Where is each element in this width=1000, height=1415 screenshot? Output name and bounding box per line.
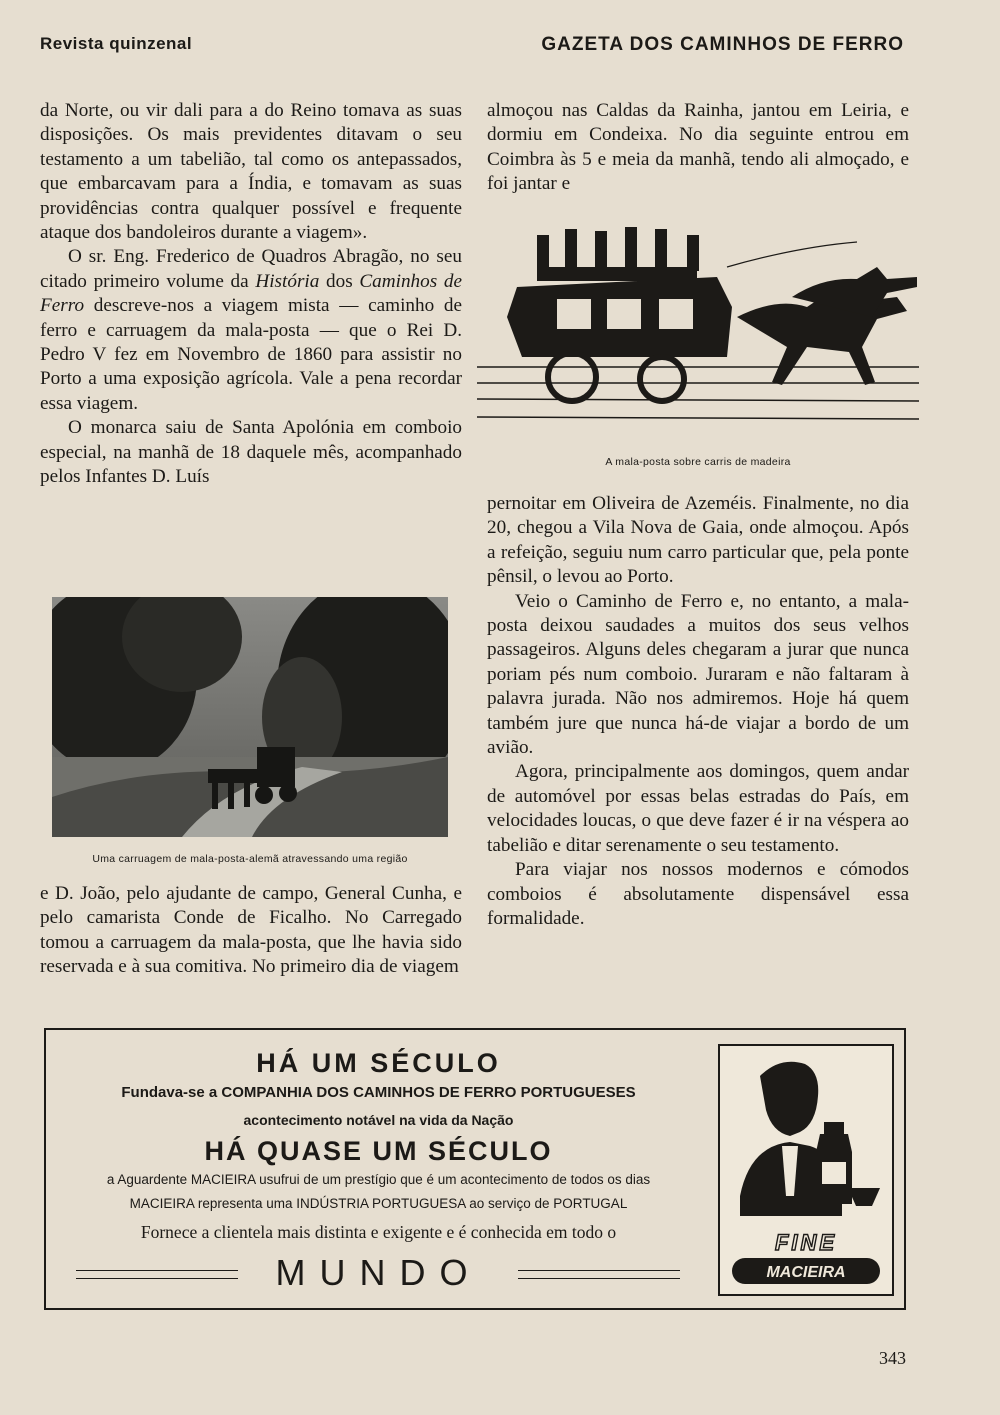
article-column-right-top [487, 99, 909, 197]
book-title-part: Caminhos de Ferro [40, 270, 462, 317]
figure-caption-coach: A mala-posta sobre carris de madeira [605, 456, 791, 468]
running-header-left: Revista quinzenal [40, 34, 193, 53]
page-number: 343 [879, 1348, 906, 1368]
ad-headline-century: HÁ UM SÉCULO [256, 1048, 501, 1078]
text-run: descreve-nos a viagem mista — caminho de ferro e carruagem da mala-posta — que o Rei D. Pedro V fez em Novembro de 1860 para assistir no Porto a uma exposição agrícola. Vale a pena recordar essa viagem. [40, 295, 462, 414]
ad-prestige-line: a Aguardente MACIEIRA usufrui de um prestígio que é um acontecimento de todos os dias [106, 1172, 651, 1187]
logo-macieira-text: MACIEIRA [766, 1264, 846, 1281]
logo-fine-text: FINE [774, 1230, 838, 1255]
paragraph: Veio o Caminho de Ferro e, no entanto, a mala-posta deixou saudades a muitos dos seus velhos passageiros. Alguns deles chegaram a jurar que nunca poriam pés num comboio. Juraram e não faltaram à palavra jurada. Não nos admiremos. Hoje há quem também jure que nunca há-de viajar a bordo de um avião. [487, 590, 909, 759]
coach-engraving-illustration [477, 207, 919, 437]
ad-headline-almost-century: HÁ QUASE UM SÉCULO [204, 1136, 553, 1166]
photo-mail-coach-forest [52, 597, 448, 837]
macieira-logo-illustration [718, 1044, 894, 1296]
ad-clientele-line: Fornece a clientela mais distinta e exigente e é conhecida em todo o [140, 1222, 617, 1242]
ad-event-line: acontecimento notável na vida da Nação [243, 1112, 514, 1128]
ad-company-line: Fundava-se a COMPANHIA DOS CAMINHOS DE FERRO PORTUGUESES [121, 1084, 636, 1101]
article-column-right-bottom [487, 492, 909, 931]
article-column-left-bottom [40, 882, 462, 980]
photo-illustration [52, 597, 448, 837]
paragraph: da Norte, ou vir dali para a do Reino tomava as suas disposições. Os mais previdentes ditavam o seu testamento a um tabelião, tal como os antepassados, que embarcavam para a Índia, e tomavam as suas providências contra qualquer possível e frequente ataque dos bandoleiros durante a viagem». [40, 100, 462, 244]
article-column-left-top [40, 99, 462, 490]
ad-world-word: MUNDO [275, 1252, 482, 1293]
paragraph [40, 245, 462, 416]
paragraph: Agora, principalmente aos domingos, quem andar de automóvel por essas belas estradas do País, em velocidades loucas, o que deve fazer é ir na véspera ao tabelião e ditar serenamente o seu testamento. [487, 761, 909, 856]
book-title-part: História [255, 270, 320, 292]
macieira-advertisement [44, 1028, 906, 1310]
ad-industry-line: MACIEIRA representa uma INDÚSTRIA PORTUGUESA ao serviço de PORTUGAL [129, 1196, 628, 1211]
paragraph: pernoitar em Oliveira de Azeméis. Finalmente, no dia 20, chegou a Vila Nova de Gaia, onde almoçou. Após a refeição, seguiu num carro particular que, pela ponte pênsil, o levou ao Porto. [487, 493, 909, 588]
paragraph: almoçou nas Caldas da Rainha, jantou em Leiria, e dormiu em Condeixa. No dia seguinte entrou em Coimbra às 5 e meia da manhã, tendo ali almoçado, e foi jantar e [487, 100, 909, 195]
waiter-bottle-illustration [720, 1046, 892, 1294]
paragraph: e D. João, pelo ajudante de campo, General Cunha, e pelo camarista Conde de Ficalho. No Carregado tomou a carruagem da mala-posta, que lhe havia sido reservada e à sua comitiva. No primeiro dia de viagem [40, 883, 462, 978]
text-run: dos [319, 270, 360, 292]
engraving-mail-coach-on-rails [477, 207, 919, 437]
text-run: O sr. Eng. Frederico de Quadros Abragão, no seu citado primeiro volume da [40, 246, 462, 292]
paragraph: O monarca saiu de Santa Apolónia em comboio especial, na manhã de 18 daquele mês, acompanhado pelos Infantes D. Luís [40, 417, 462, 488]
figure-caption-photo: Uma carruagem de mala-posta-alemã atravessando uma região [92, 853, 408, 865]
running-header-right: GAZETA DOS CAMINHOS DE FERRO [541, 34, 904, 55]
paragraph: Para viajar nos nossos modernos e cómodos comboios é absolutamente dispensável essa formalidade. [487, 859, 909, 929]
